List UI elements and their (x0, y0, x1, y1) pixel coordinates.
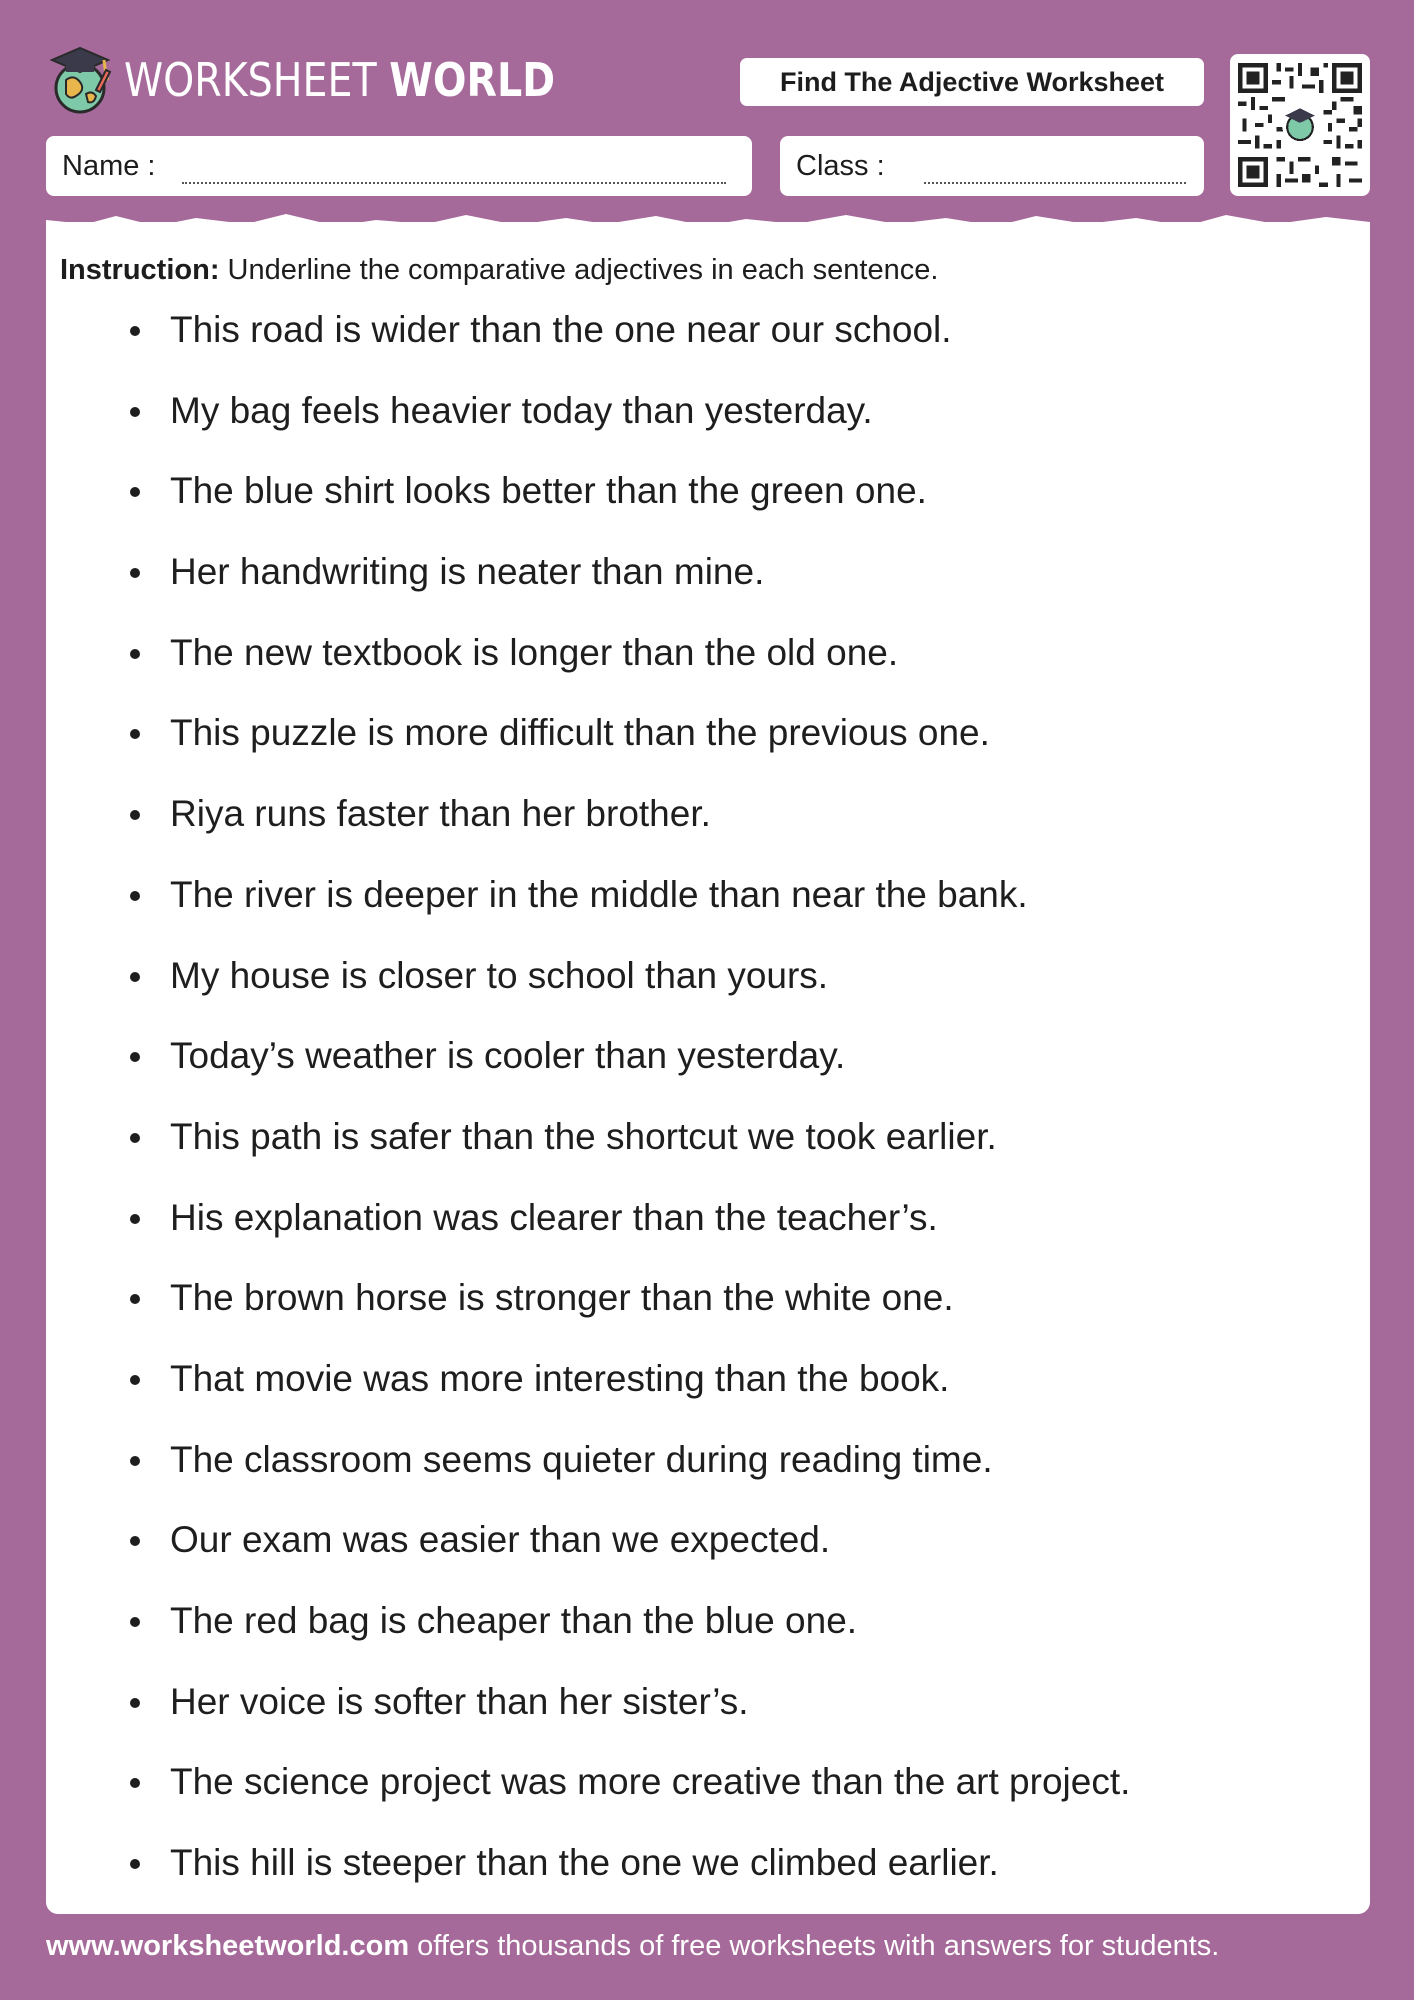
instruction-text: Underline the comparative adjectives in each sentence. (227, 254, 939, 286)
instruction-label: Instruction: (60, 254, 220, 286)
sentence-text: The science project was more creative than the art project. (170, 1761, 1131, 1803)
bullet (130, 891, 140, 901)
graduate-globe-icon (46, 44, 114, 116)
list-item (124, 784, 1130, 865)
bullet (130, 1617, 140, 1627)
sentence-text: Our exam was easier than we expected. (170, 1519, 831, 1561)
sentence-text: The river is deeper in the middle than near the bank. (170, 873, 1028, 915)
brand-name: WORKSHEET WORLD (124, 53, 556, 107)
list-item (124, 1349, 1130, 1430)
name-writing-line (182, 182, 726, 184)
instruction (60, 254, 938, 287)
footer-site-link[interactable]: www.worksheetworld.com (46, 1930, 410, 1962)
bullet (130, 1294, 140, 1304)
footer (46, 1930, 1219, 1963)
sentence-text: Riya runs faster than her brother. (170, 793, 711, 835)
sentence-text: Her handwriting is neater than mine. (170, 551, 765, 593)
sentence-list (124, 300, 1130, 1914)
bullet (130, 1375, 140, 1385)
name-field[interactable] (46, 136, 752, 196)
bullet (130, 1133, 140, 1143)
list-item (124, 1672, 1130, 1753)
list-item (124, 1268, 1130, 1349)
name-label: Name : (62, 149, 156, 182)
sentence-text: This path is safer than the shortcut we took earlier. (170, 1115, 997, 1157)
footer-text: offers thousands of free worksheets with answers for students. (409, 1930, 1220, 1962)
list-item (124, 703, 1130, 784)
list-item (124, 1752, 1130, 1833)
list-item (124, 461, 1130, 542)
list-item (124, 1107, 1130, 1188)
sentence-text: His explanation was clearer than the teacher’s. (170, 1196, 938, 1238)
list-item (124, 381, 1130, 462)
qr-code-icon (1230, 54, 1370, 196)
sentence-text: The brown horse is stronger than the white one. (170, 1277, 954, 1319)
bullet (130, 729, 140, 739)
sentence-text: Her voice is softer than her sister’s. (170, 1680, 749, 1722)
brand-logo (46, 44, 625, 116)
sentence-text: The blue shirt looks better than the green one. (170, 470, 927, 512)
bullet (130, 326, 140, 336)
list-item (124, 300, 1130, 381)
bullet (130, 1859, 140, 1869)
sentence-text: This road is wider than the one near our school. (170, 309, 952, 350)
bullet (130, 649, 140, 659)
list-item (124, 1430, 1130, 1511)
bullet (130, 972, 140, 982)
bullet (130, 1456, 140, 1466)
class-field[interactable] (780, 136, 1204, 196)
sentence-text: The new textbook is longer than the old one. (170, 631, 899, 673)
worksheet-title: Find The Adjective Worksheet (740, 58, 1204, 106)
list-item (124, 1591, 1130, 1672)
list-item (124, 865, 1130, 946)
sentence-text: The classroom seems quieter during reading time. (170, 1438, 993, 1480)
bullet (130, 1778, 140, 1788)
bullet (130, 1536, 140, 1546)
list-item (124, 1510, 1130, 1591)
sentence-text: This hill is steeper than the one we climbed earlier. (170, 1842, 999, 1884)
bullet (130, 487, 140, 497)
bullet (130, 1698, 140, 1708)
bullet (130, 1052, 140, 1062)
bullet (130, 1214, 140, 1224)
sentence-text: That movie was more interesting than the book. (170, 1357, 950, 1399)
bullet (130, 568, 140, 578)
sentence-text: My house is closer to school than yours. (170, 954, 829, 996)
list-item (124, 542, 1130, 623)
class-writing-line (924, 182, 1186, 184)
list-item (124, 623, 1130, 704)
sentence-text: My bag feels heavier today than yesterday. (170, 389, 873, 431)
class-label: Class : (796, 149, 885, 182)
list-item (124, 1026, 1130, 1107)
sentence-text: This puzzle is more difficult than the previous one. (170, 712, 990, 754)
sentence-text: The red bag is cheaper than the blue one. (170, 1600, 858, 1641)
torn-paper-edge (46, 212, 1370, 246)
list-item (124, 1833, 1130, 1914)
list-item (124, 946, 1130, 1027)
bullet (130, 810, 140, 820)
bullet (130, 407, 140, 417)
sentence-text: Today’s weather is cooler than yesterday. (170, 1035, 846, 1077)
list-item (124, 1188, 1130, 1269)
